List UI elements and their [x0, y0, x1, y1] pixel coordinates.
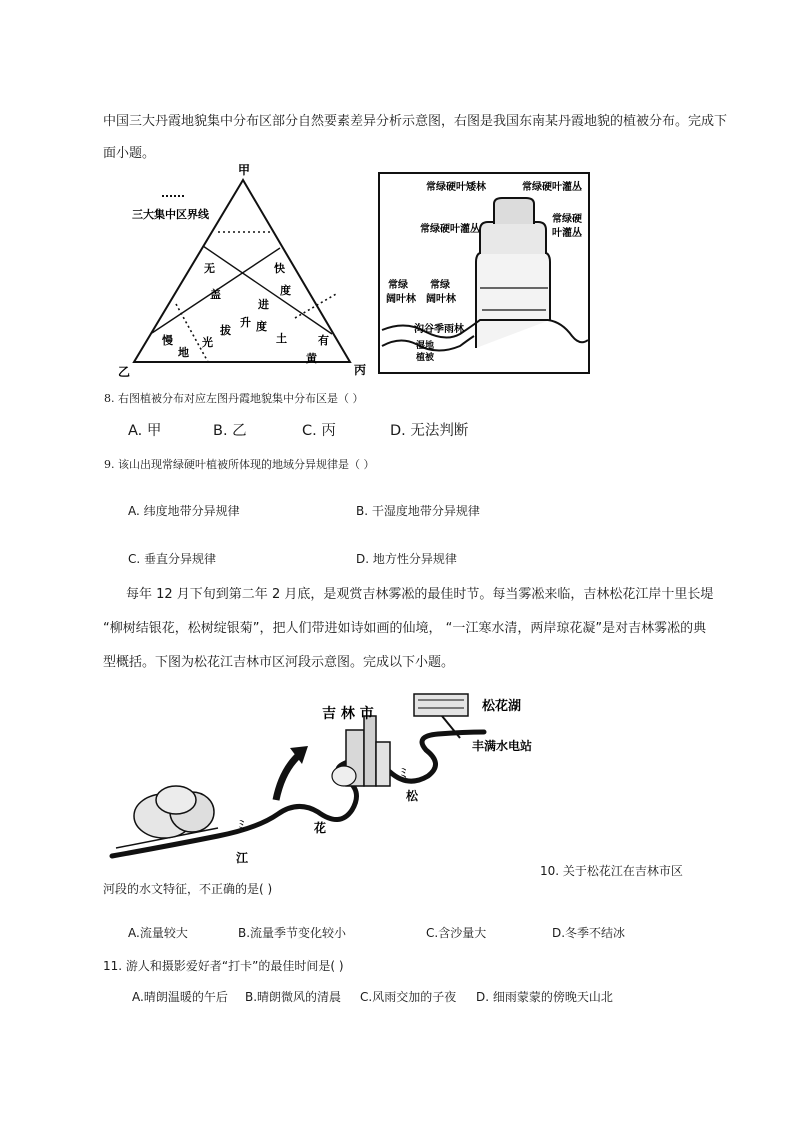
q11-option-a[interactable]: A.晴朗温暖的午后 — [132, 990, 228, 1004]
q10-option-c[interactable]: C.含沙量大 — [426, 926, 487, 940]
q8-stem: 8. 右图植被分布对应左图丹霞地貌集中分布区是（ ） — [104, 392, 364, 405]
passage-line-3: 型概括。下图为松花江吉林市区河段示意图。完成以下小题。 — [103, 655, 455, 670]
q9-option-a[interactable]: A. 纬度地带分异规律 — [128, 504, 240, 518]
region-label-man: 慢 — [162, 334, 173, 347]
steam-mark: ﾐ — [238, 818, 245, 834]
q11-option-d[interactable]: D. 细雨蒙蒙的傍晚天山北 — [476, 990, 613, 1004]
veg-bottom-2: 植被 — [416, 353, 435, 363]
intro-line-2: 面小题。 — [103, 146, 156, 161]
divider-line-a — [203, 246, 332, 334]
veg-left1-2: 阔叶林 — [386, 294, 416, 305]
veg-bottom-1: 湿地 — [416, 341, 435, 351]
q9-stem: 9. 该山出现常绿硬叶植被所体现的地域分异规律是（ ） — [104, 458, 375, 471]
veg-mid-left: 常绿硬叶灌丛 — [420, 224, 480, 235]
q8-option-d[interactable]: D. 无法判断 — [390, 423, 469, 439]
q9-option-c[interactable]: C. 垂直分异规律 — [128, 552, 217, 566]
label-lake: 松花湖 — [482, 699, 522, 714]
legend-label: 三大集中区界线 — [132, 208, 209, 221]
region-label-kuai: 快 — [274, 262, 285, 275]
region-label-jin: 进 — [258, 298, 269, 311]
steam-mark: ﾐ — [400, 766, 407, 782]
q9-option-d[interactable]: D. 地方性分异规律 — [356, 552, 457, 566]
q8-option-c[interactable]: C. 丙 — [302, 423, 336, 439]
mesa-top — [494, 198, 534, 224]
veg-mid-right-1: 常绿硬 — [552, 214, 582, 225]
city-buildings — [332, 716, 390, 786]
q11-option-c[interactable]: C.风雨交加的子夜 — [360, 990, 457, 1004]
mesa-upper — [480, 222, 546, 254]
vertex-jia: 甲 — [238, 163, 251, 177]
flow-arrow-shaft — [276, 754, 300, 800]
veg-left1-1: 常绿 — [388, 280, 408, 291]
passage-line-1: 每年 12 月下旬到第二年 2 月底，是观赏吉林雾凇的最佳时节。每当雾凇来临，吉林松花江岸十里长堤 — [126, 587, 714, 602]
river-diagram — [108, 680, 548, 870]
label-station: 丰满水电站 — [472, 739, 533, 753]
label-hua: 花 — [314, 821, 327, 835]
q10-stem-part2: 河段的水文特征，不正确的是( ) — [103, 882, 273, 896]
q8-option-a[interactable]: A. 甲 — [128, 423, 162, 439]
region-label-du-2: 度 — [256, 320, 267, 333]
q10-option-d[interactable]: D.冬季不结冰 — [552, 926, 626, 940]
veg-left2-1: 常绿 — [430, 280, 450, 291]
vertex-yi: 乙 — [118, 365, 131, 379]
veg-top-left: 常绿硬叶矮林 — [426, 182, 486, 193]
veg-valley: 沟谷季雨林 — [414, 324, 464, 335]
region-label-tu: 土 — [276, 332, 287, 345]
q10-stem-part1: 10. 关于松花江在吉林市区 — [540, 864, 683, 878]
veg-mid-right-2: 叶灌丛 — [552, 228, 582, 239]
region-label-gai: 盖 — [210, 288, 221, 301]
q11-option-b[interactable]: B.晴朗微风的清晨 — [245, 990, 342, 1004]
label-song: 松 — [406, 789, 419, 803]
vertex-bing: 丙 — [354, 363, 367, 377]
region-label-di: 地 — [178, 346, 189, 359]
q11-stem: 11. 游人和摄影爱好者“打卡”的最佳时间是( ) — [103, 959, 344, 973]
intro-line-1: 中国三大丹霞地貌集中分布区部分自然要素差异分析示意图，右图是我国东南某丹霞地貌的植被分布。完成下 — [103, 114, 728, 129]
triangle-diagram — [110, 158, 372, 382]
region-label-you: 有 — [318, 334, 329, 347]
q10-option-a[interactable]: A.流量较大 — [128, 926, 188, 940]
q8-option-b[interactable]: B. 乙 — [213, 423, 247, 439]
region-label-sheng: 升 — [240, 316, 251, 329]
label-jiang: 江 — [236, 851, 249, 865]
passage-line-2: “柳树结银花，松树绽银菊”，把人们带进如诗如画的仙境， “一江寒水清，两岸琼花凝”是对吉林雾凇的典 — [103, 621, 707, 636]
q9-option-b[interactable]: B. 干湿度地带分异规律 — [356, 504, 480, 518]
q10-option-b[interactable]: B.流量季节变化较小 — [238, 926, 347, 940]
region-label-du: 度 — [280, 284, 291, 297]
region-label-huang: 黄 — [306, 352, 317, 365]
region-label-wu: 无 — [204, 262, 215, 275]
region-label-ba: 拔 — [220, 324, 231, 337]
veg-top-right: 常绿硬叶灌丛 — [522, 182, 582, 193]
boundary-right — [295, 294, 336, 318]
vegetation-diagram — [376, 170, 592, 376]
label-city: 吉 林 市 — [322, 706, 374, 722]
veg-left2-2: 阔叶林 — [426, 294, 456, 305]
forest-cluster — [134, 786, 214, 838]
region-label-guang: 光 — [202, 336, 213, 349]
